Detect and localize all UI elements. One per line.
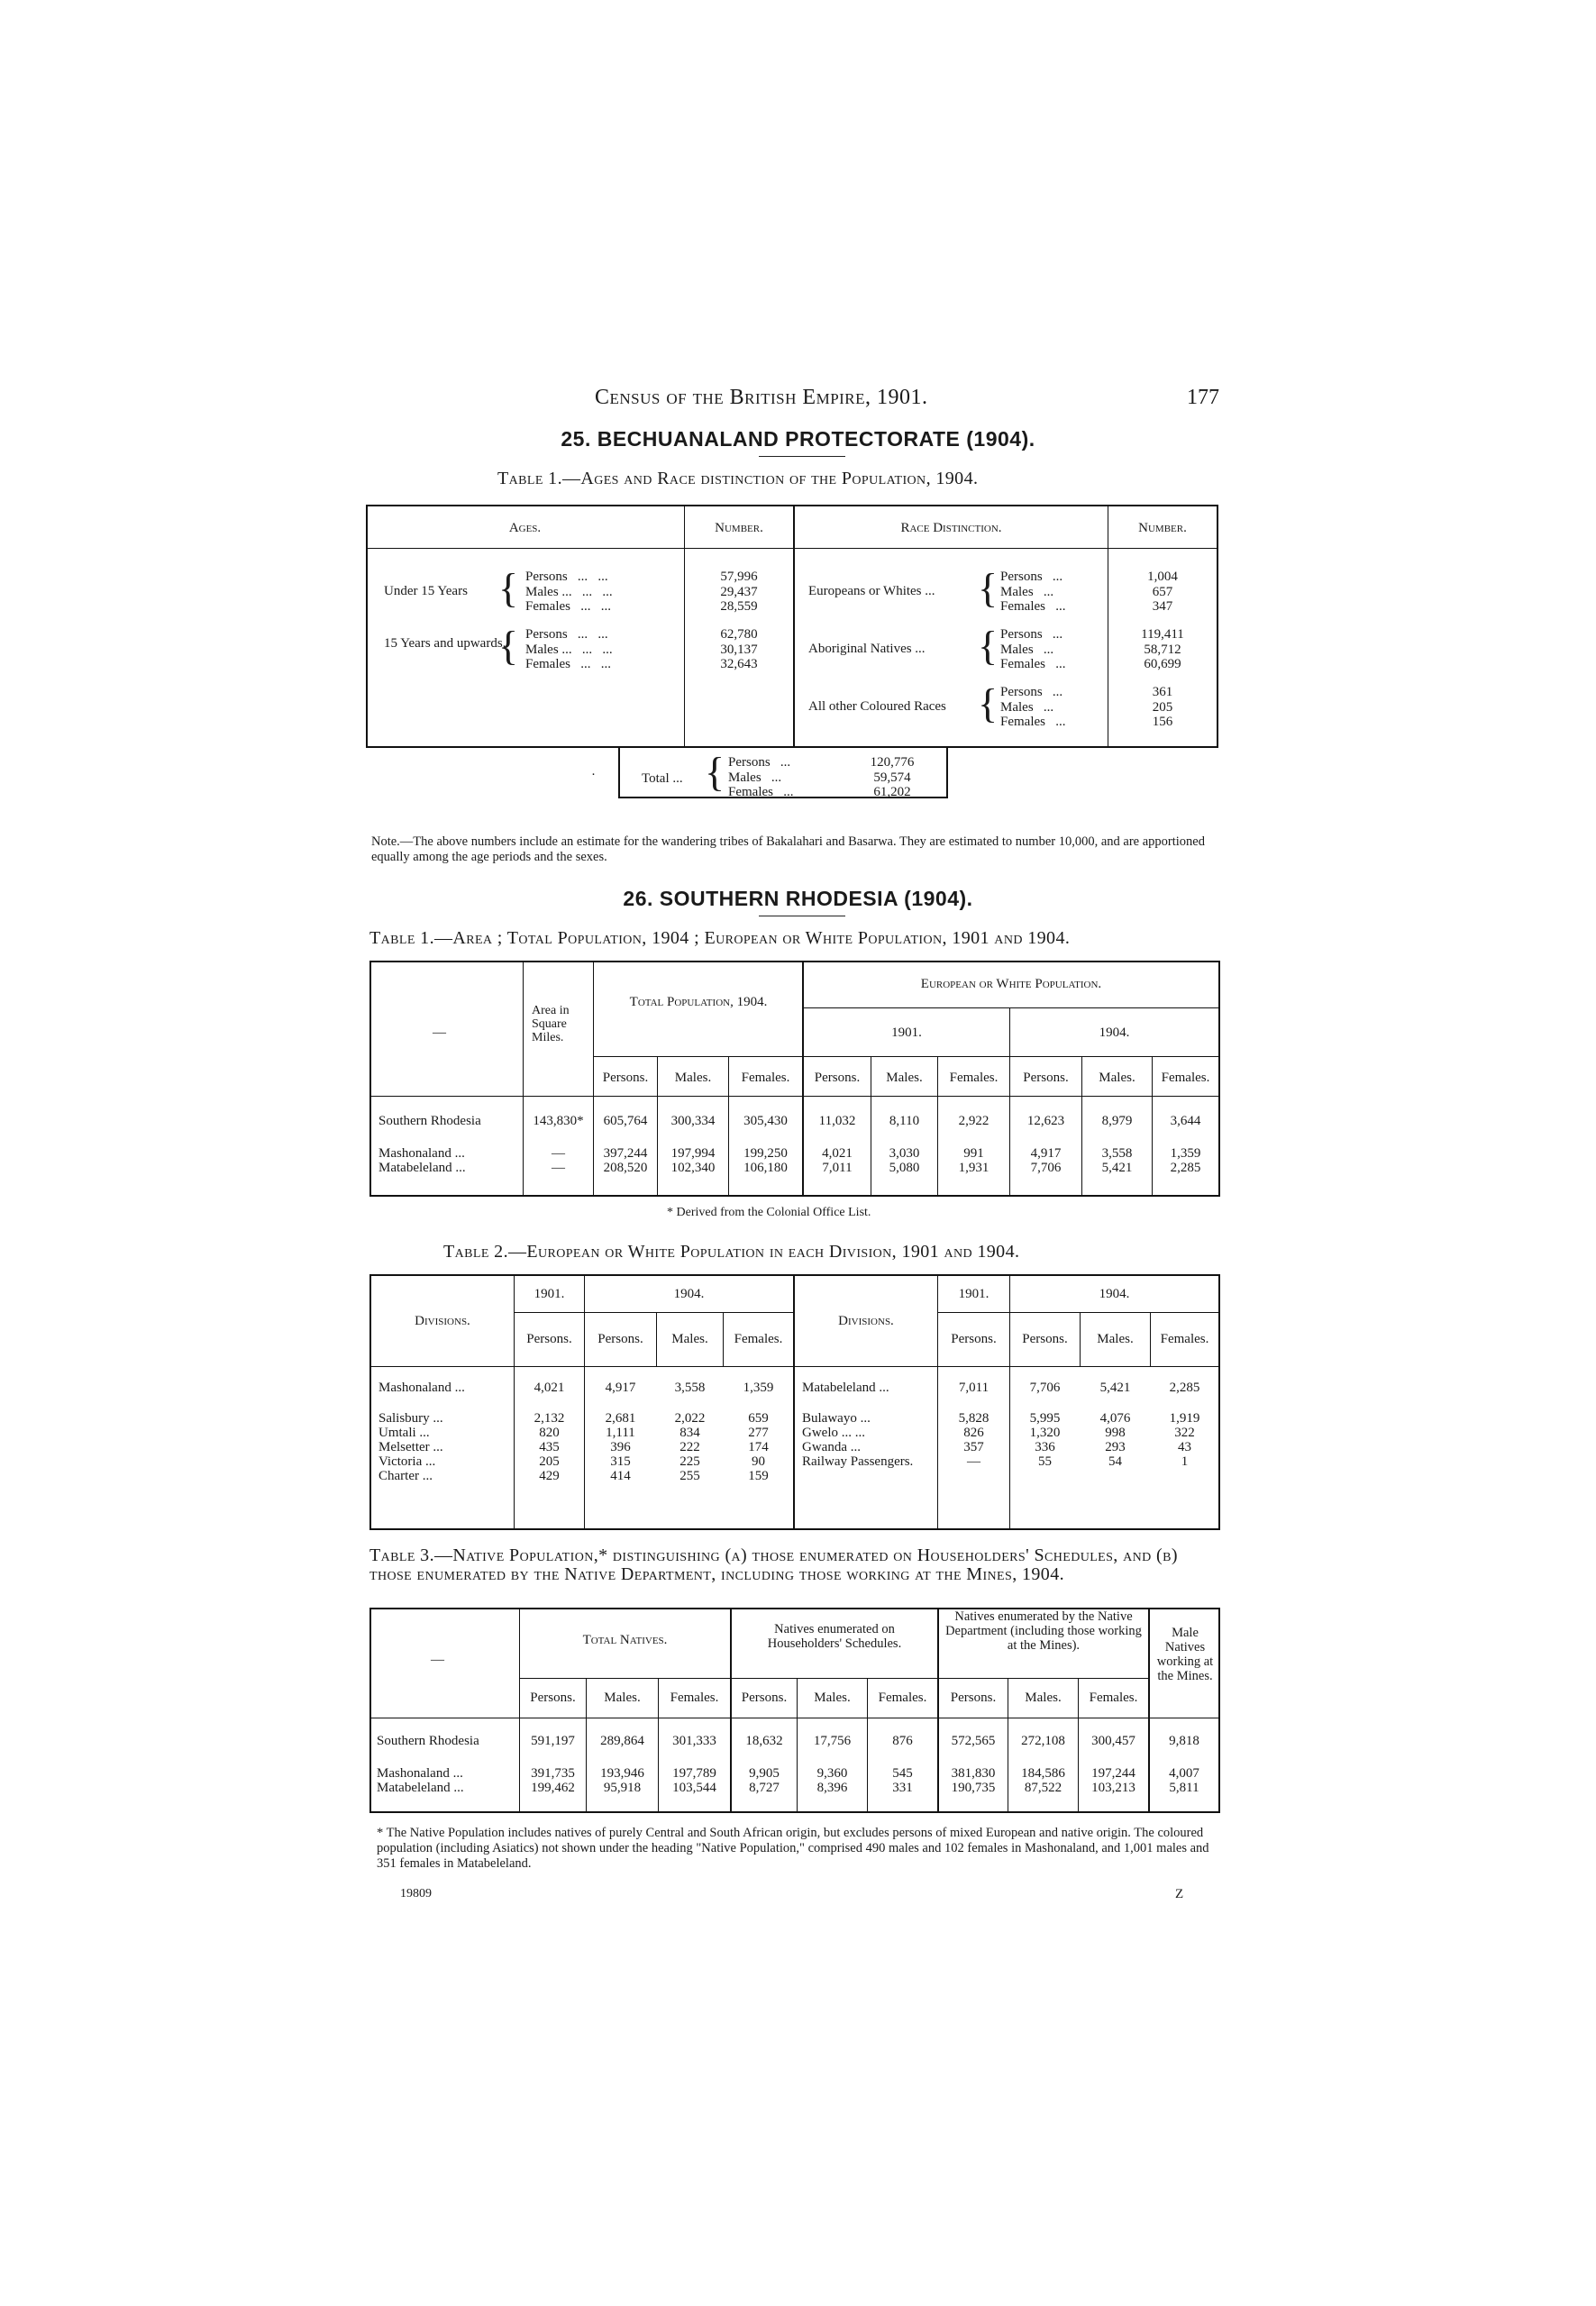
table-row-name: Bulawayo ...: [802, 1411, 871, 1426]
table-cell: 87,522: [1024, 1781, 1062, 1795]
table-cell: 1,359: [1170, 1146, 1201, 1161]
table-cell: 222: [679, 1440, 700, 1454]
sub-header: Persons.: [950, 1691, 997, 1705]
bechuanaland-note: Note.—The above numbers include an estimate for the wandering tribes of Bakalahari and Basarwa. They are estimated to number 10,000, and are apportioned equally among the age periods and the sexes.: [371, 834, 1205, 864]
table-cell: 3,644: [1170, 1114, 1201, 1128]
table-cell: 4,021: [534, 1381, 565, 1395]
table-row-name: Gwelo ... ...: [802, 1426, 865, 1440]
table-cell: 4,076: [1099, 1411, 1131, 1426]
table-cell: 1,931: [958, 1161, 990, 1175]
sub-header: Persons.: [530, 1691, 576, 1705]
total-pop-header: Total Population, 1904.: [629, 995, 768, 1009]
table-cell: 3,558: [1101, 1146, 1133, 1161]
table-cell: 381,830: [951, 1766, 996, 1781]
table-cell-area: 143,830*: [533, 1114, 584, 1128]
table-cell: 5,421: [1099, 1381, 1131, 1395]
table-cell: 1,320: [1029, 1426, 1061, 1440]
stub-dash: —: [433, 1025, 446, 1040]
sub-header: Males.: [1099, 1071, 1135, 1085]
table-cell: 305,430: [743, 1114, 788, 1128]
table-cell: 197,994: [670, 1146, 716, 1161]
sub-header: Persons.: [1023, 1071, 1069, 1085]
signature-mark: Z: [1175, 1887, 1184, 1901]
table-cell: 4,021: [822, 1146, 853, 1161]
table-row-name: Umtali ...: [378, 1426, 430, 1440]
table-cell-area: —: [552, 1161, 565, 1175]
brace: {: [498, 623, 519, 669]
section-25-heading: 25. BECHUANALAND PROTECTORATE (1904).: [561, 427, 1035, 451]
rhodesia-table2-caption: Table 2.—European or White Population in each Division, 1901 and 1904.: [443, 1242, 1020, 1262]
sub-header: Males.: [671, 1332, 708, 1346]
heading-rule: [759, 456, 845, 457]
sub-header: Females.: [949, 1071, 999, 1085]
table-cell: 8,727: [749, 1781, 780, 1795]
table-row-name: Matabeleland ...: [377, 1781, 464, 1795]
sub-header: Persons.: [1022, 1332, 1068, 1346]
table-cell: 7,706: [1029, 1381, 1061, 1395]
table-row-name: Southern Rhodesia: [378, 1114, 481, 1128]
table-cell: 95,918: [603, 1781, 642, 1795]
race-group-label: Aboriginal Natives ...: [808, 642, 926, 656]
table-cell: 5,811: [1169, 1781, 1199, 1795]
running-title: Census of the British Empire, 1901.: [595, 386, 928, 409]
table-cell: 9,360: [816, 1766, 848, 1781]
race-group-values: 361 205 156: [1152, 685, 1173, 729]
table-cell: 545: [892, 1766, 913, 1781]
table-row-name: Gwanda ...: [802, 1440, 861, 1454]
race-group-rows: Persons ... Males ... Females ...: [1000, 627, 1066, 671]
table-cell: 2,022: [674, 1411, 706, 1426]
sub-header: Males.: [1097, 1332, 1134, 1346]
table-cell: 998: [1105, 1426, 1126, 1440]
year-1904: 1904.: [1099, 1025, 1130, 1040]
table-cell: 435: [539, 1440, 560, 1454]
table-cell: 193,946: [600, 1766, 644, 1781]
table-cell: 659: [748, 1411, 769, 1426]
table-cell: 199,250: [743, 1146, 788, 1161]
table-cell: 331: [892, 1781, 913, 1795]
table-row-name: Charter ...: [378, 1469, 433, 1483]
table-cell: 43: [1178, 1440, 1191, 1454]
sub-header: Males.: [604, 1691, 641, 1705]
table-cell: 159: [748, 1469, 769, 1483]
divisions-header: Divisions.: [838, 1314, 894, 1328]
table-cell: 255: [679, 1469, 700, 1483]
table-cell: 300,457: [1091, 1734, 1135, 1748]
brace: {: [978, 680, 999, 726]
table-cell: 208,520: [603, 1161, 648, 1175]
table-cell: 9,905: [749, 1766, 780, 1781]
table-cell: 289,864: [600, 1734, 644, 1748]
area-header: Area in Square Miles.: [532, 1004, 570, 1044]
table-cell: 103,213: [1091, 1781, 1135, 1795]
table-cell: 8,110: [889, 1114, 920, 1128]
sub-header: Persons.: [602, 1071, 649, 1085]
table-cell: 103,544: [672, 1781, 716, 1795]
table-cell: 2,681: [605, 1411, 636, 1426]
table-cell: 1: [1181, 1454, 1189, 1469]
race-group-rows: Persons ... Males ... Females ...: [1000, 685, 1066, 729]
age-group-values: 57,996 29,437 28,559: [720, 570, 758, 614]
table-cell: 199,462: [531, 1781, 575, 1795]
year-1901: 1901.: [958, 1287, 990, 1301]
table-cell: 106,180: [743, 1161, 788, 1175]
brace: {: [498, 565, 519, 611]
table-cell: 5,080: [889, 1161, 920, 1175]
table-cell: 300,334: [670, 1114, 716, 1128]
sub-header: Males.: [1025, 1691, 1062, 1705]
table-cell: 1,919: [1169, 1411, 1200, 1426]
race-group-label: Europeans or Whites ...: [808, 584, 935, 598]
table-row-name: Mashonaland ...: [378, 1381, 465, 1395]
race-group-label: All other Coloured Races: [808, 699, 946, 714]
table-cell: 591,197: [531, 1734, 575, 1748]
table-cell: 293: [1105, 1440, 1126, 1454]
table-row-name: Matabeleland ...: [378, 1161, 466, 1175]
table-cell: 1,359: [743, 1381, 774, 1395]
table-cell: 18,632: [745, 1734, 783, 1748]
age-group-rows: Persons ... ... Males ... ... ... Females ... ...: [525, 570, 613, 614]
rhodesia-table3-caption: Table 3.—Native Population,* distinguishing (a) those enumerated on Householders' Schedules, and (b) those enumerated by the Native Department, including those working at the Mines, 1904.: [369, 1545, 1178, 1584]
total-label: Total ...: [642, 771, 683, 786]
sub-header: Females.: [1160, 1332, 1209, 1346]
table-cell: 336: [1035, 1440, 1055, 1454]
table1-footnote: * Derived from the Colonial Office List.: [667, 1206, 871, 1219]
table-cell: 3,558: [674, 1381, 706, 1395]
sub-header: Females.: [670, 1691, 719, 1705]
divisions-header: Divisions.: [415, 1314, 470, 1328]
sub-header: Males.: [814, 1691, 851, 1705]
sub-header: Males.: [886, 1071, 923, 1085]
brace: {: [978, 623, 999, 669]
total-rows: Persons ... Males ... Females ...: [728, 755, 794, 799]
age-group-label: Under 15 Years: [384, 584, 468, 598]
year-1901: 1901.: [891, 1025, 922, 1040]
table-cell: 277: [748, 1426, 769, 1440]
table-cell: 322: [1174, 1426, 1195, 1440]
table-cell: 8,979: [1101, 1114, 1133, 1128]
age-group-rows: Persons ... ... Males ... ... ... Females ... ...: [525, 627, 613, 671]
sub-header: Persons.: [526, 1332, 572, 1346]
table3-footnote: * The Native Population includes natives of purely Central and South African origin, but excludes persons of mixed European and native origin. The coloured population (including Asiatics) not shown under the heading "Native Population," comprised 490 males and 102 females in Mashonaland, and 1,001 males and 351 females in Matabeleland.: [377, 1826, 1209, 1871]
table-cell: 102,340: [670, 1161, 716, 1175]
table-cell: 225: [679, 1454, 700, 1469]
table-cell: 184,586: [1021, 1766, 1065, 1781]
year-1904: 1904.: [1099, 1287, 1130, 1301]
table-cell: 7,706: [1030, 1161, 1062, 1175]
table-cell: 834: [679, 1426, 700, 1440]
year-1901: 1901.: [534, 1287, 565, 1301]
table-cell: 174: [748, 1440, 769, 1454]
total-natives-header: Total Natives.: [582, 1633, 668, 1647]
page-number: 177: [1187, 386, 1219, 409]
table-cell: 17,756: [813, 1734, 852, 1748]
table-row-name: Victoria ...: [378, 1454, 436, 1469]
sub-header: Females.: [741, 1071, 790, 1085]
table-cell: 2,132: [534, 1411, 565, 1426]
rhodesia-table1-caption: Table 1.—Area ; Total Population, 1904 ; European or White Population, 1901 and 1904.: [369, 928, 1071, 948]
col-ages: Ages.: [508, 521, 542, 535]
race-group-values: 1,004 657 347: [1147, 570, 1178, 614]
table-row-name: Melsetter ...: [378, 1440, 443, 1454]
table-row-name: Railway Passengers.: [802, 1454, 914, 1469]
table-cell: 391,735: [531, 1766, 575, 1781]
table-row-name: Mashonaland ...: [377, 1766, 463, 1781]
table-cell: 9,818: [1169, 1734, 1199, 1748]
bullet: ·: [591, 768, 596, 782]
table-row-name: Salisbury ...: [378, 1411, 443, 1426]
table-cell: 4,917: [605, 1381, 636, 1395]
table-cell: 11,032: [818, 1114, 856, 1128]
printer-number: 19809: [400, 1887, 432, 1900]
section-26-heading: 26. SOUTHERN RHODESIA (1904).: [623, 887, 973, 910]
sub-header: Females.: [1089, 1691, 1138, 1705]
table-cell: 572,565: [951, 1734, 996, 1748]
table-cell: 357: [963, 1440, 984, 1454]
table-row-name: Southern Rhodesia: [377, 1734, 479, 1748]
sub-header: Females.: [1161, 1071, 1210, 1085]
col-number: Number.: [715, 521, 763, 535]
table-cell: 876: [892, 1734, 913, 1748]
sub-header: Persons.: [597, 1332, 643, 1346]
brace: {: [705, 749, 725, 795]
table-cell: 301,333: [672, 1734, 716, 1748]
table-cell: 8,396: [816, 1781, 848, 1795]
table-cell: 820: [539, 1426, 560, 1440]
table-cell-area: —: [552, 1146, 565, 1161]
table-row-name: Mashonaland ...: [378, 1146, 465, 1161]
table-row-name: Matabeleland ...: [802, 1381, 889, 1395]
year-1904: 1904.: [673, 1287, 705, 1301]
table-cell: 826: [963, 1426, 984, 1440]
brace: {: [978, 565, 999, 611]
table-cell: 414: [610, 1469, 631, 1483]
table-cell: 3,030: [889, 1146, 920, 1161]
table-cell: 55: [1038, 1454, 1052, 1469]
table-cell: 7,011: [822, 1161, 853, 1175]
sub-header: Males.: [674, 1071, 712, 1085]
table-cell: 4,917: [1030, 1146, 1062, 1161]
table-cell: 2,922: [958, 1114, 990, 1128]
european-header: European or White Population.: [920, 977, 1102, 991]
table-cell: 190,735: [951, 1781, 996, 1795]
table-cell: 605,764: [603, 1114, 648, 1128]
sub-header: Persons.: [951, 1332, 997, 1346]
bechuanaland-table1-caption: Table 1.—Ages and Race distinction of the Population, 1904.: [497, 469, 979, 488]
race-group-rows: Persons ... Males ... Females ...: [1000, 570, 1066, 614]
table-cell: 205: [539, 1454, 560, 1469]
male-mines-header: Male Natives working at the Mines.: [1156, 1626, 1214, 1683]
table-cell: 2,285: [1170, 1161, 1201, 1175]
table-cell: 5,421: [1101, 1161, 1133, 1175]
table-cell: —: [967, 1454, 980, 1469]
table-cell: 2,285: [1169, 1381, 1200, 1395]
table-cell: 4,007: [1169, 1766, 1199, 1781]
table-cell: 5,995: [1029, 1411, 1061, 1426]
table-cell: 272,108: [1021, 1734, 1065, 1748]
householders-header: Natives enumerated on Householders' Schedules.: [767, 1622, 902, 1651]
total-values: 120,776 59,574 61,202: [870, 755, 915, 799]
table-cell: 396: [610, 1440, 631, 1454]
table-cell: 315: [610, 1454, 631, 1469]
table-cell: 7,011: [958, 1381, 990, 1395]
table-cell: 197,789: [672, 1766, 716, 1781]
native-dept-header: Natives enumerated by the Native Department (including those working at the Mines).: [945, 1609, 1142, 1653]
age-group-label: 15 Years and upwards.: [384, 636, 506, 651]
sub-header: Persons.: [814, 1071, 861, 1085]
sub-header: Females.: [734, 1332, 783, 1346]
table-cell: 12,623: [1026, 1114, 1065, 1128]
table-cell: 197,244: [1091, 1766, 1135, 1781]
table-cell: 90: [752, 1454, 765, 1469]
age-group-values: 62,780 30,137 32,643: [720, 627, 758, 671]
table-cell: 1,111: [606, 1426, 635, 1440]
table-cell: 54: [1108, 1454, 1122, 1469]
table-cell: 5,828: [958, 1411, 990, 1426]
table-cell: 991: [963, 1146, 984, 1161]
race-group-values: 119,411 58,712 60,699: [1141, 627, 1184, 671]
table-cell: 397,244: [603, 1146, 648, 1161]
stub-dash: —: [431, 1653, 444, 1667]
col-race: Race Distinction.: [900, 521, 1002, 535]
sub-header: Females.: [878, 1691, 927, 1705]
col-number2: Number.: [1138, 521, 1187, 535]
sub-header: Persons.: [741, 1691, 788, 1705]
table-cell: 429: [539, 1469, 560, 1483]
